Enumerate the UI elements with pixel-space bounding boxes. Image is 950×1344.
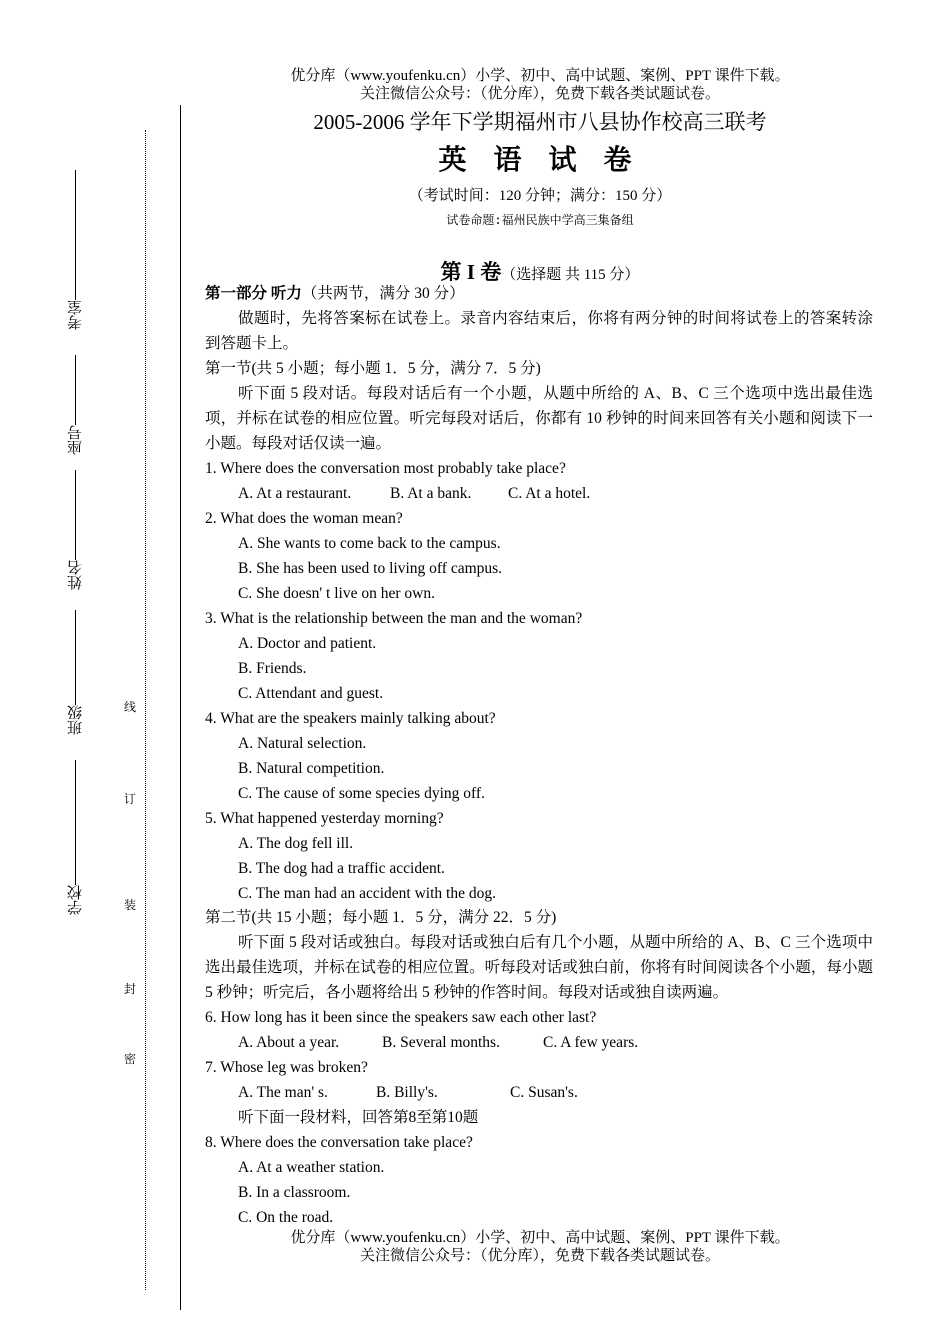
- volume-subtitle: （选择题 共 115 分）: [501, 267, 640, 283]
- part1-heading-note: （共两节，满分 30 分）: [301, 285, 465, 302]
- seat-no-label: 座号: [68, 425, 84, 455]
- q8-option-a[interactable]: A. At a weather station.: [238, 1159, 385, 1176]
- volume-heading: [0, 256, 950, 286]
- name-field[interactable]: [65, 470, 86, 590]
- q6-option-a[interactable]: A. About a year.: [238, 1034, 340, 1051]
- binding-dotted-line: [145, 130, 146, 1290]
- q5-option-b[interactable]: B. The dog had a traffic accident.: [238, 860, 445, 877]
- q3-option-c[interactable]: C. Attendant and guest.: [238, 685, 384, 702]
- school-field[interactable]: [65, 760, 86, 915]
- q6-option-c[interactable]: C. A few years.: [543, 1034, 639, 1051]
- q8-stem: 8. Where does the conversation take place?: [205, 1134, 473, 1151]
- q2-option-a[interactable]: A. She wants to come back to the campus.: [238, 535, 501, 552]
- watermark-footer-line1: 优分库（www.youfenku.cn）小学、初中、高中试题、案例、PPT 课件下载。: [290, 1230, 790, 1246]
- exam-room-label: 考室: [68, 300, 84, 330]
- q3-option-a[interactable]: A. Doctor and patient.: [238, 635, 377, 652]
- seat-no-field[interactable]: [65, 355, 86, 455]
- binding-char-zhuang: 装: [124, 898, 137, 912]
- school-blank[interactable]: [76, 760, 77, 885]
- school-label: 学校: [68, 885, 84, 915]
- part1-intro: 做题时，先将答案标在试卷上。录音内容结束后，你将有两分钟的时间将试卷上的答案转涂到答题卡上。: [205, 310, 873, 352]
- q2-stem: 2. What does the woman mean?: [205, 510, 403, 527]
- q2-option-c[interactable]: C. She doesn' t live on her own.: [238, 585, 435, 602]
- q2-option-b[interactable]: B. She has been used to living off campus.: [238, 560, 503, 577]
- watermark-footer-line2: 关注微信公众号：（优分库），免费下载各类试题试卷。: [359, 1248, 720, 1264]
- q7-option-b[interactable]: B. Billy's.: [376, 1084, 438, 1101]
- part1-heading-title: 第一部分 听力: [205, 285, 302, 302]
- q5-stem: 5. What happened yesterday morning?: [205, 810, 444, 827]
- binding-char-ding: 订: [124, 792, 137, 806]
- q5-option-c[interactable]: C. The man had an accident with the dog.: [238, 885, 496, 902]
- q1-option-c[interactable]: C. At a hotel.: [508, 485, 591, 502]
- q8-option-b[interactable]: B. In a classroom.: [238, 1184, 351, 1201]
- q1-option-a[interactable]: A. At a restaurant.: [238, 485, 352, 502]
- section1-heading: 第一节(共 5 小题；每小题 1．5 分，满分 7．5 分): [205, 360, 541, 377]
- name-blank[interactable]: [76, 470, 77, 560]
- note-questions-8-10: 听下面一段材料，回答第8至第10题: [238, 1109, 479, 1126]
- seat-no-blank[interactable]: [76, 355, 77, 425]
- volume-title: 第 I 卷: [440, 260, 502, 284]
- q7-option-c[interactable]: C. Susan's.: [510, 1084, 578, 1101]
- watermark-header-line1: 优分库（www.youfenku.cn）小学、初中、高中试题、案例、PPT 课件下载。: [290, 68, 790, 84]
- q3-stem: 3. What is the relationship between the man and the woman?: [205, 610, 583, 627]
- section2-intro: 听下面 5 段对话或独白。每段对话或独白后有几个小题，从题中所给的 A、B、C 三个选项中选出最佳选项，并标在试卷的相应位置。听每段对话或独白前，你将有时间阅读各个小题，每小题 5 秒钟；听完后，各小题将给出 5 秒钟的作答时间。每段对话或独自读两遍。: [205, 934, 873, 1001]
- q5-option-a[interactable]: A. The dog fell ill.: [238, 835, 354, 852]
- q4-option-b[interactable]: B. Natural competition.: [238, 760, 385, 777]
- binding-char-xian: 线: [124, 700, 137, 714]
- exam-setter: 试卷命题:福州民族中学高三集备组: [446, 213, 634, 227]
- subject-title: 英 语 试 卷: [438, 145, 642, 176]
- class-blank[interactable]: [76, 610, 77, 705]
- section2-heading: 第二节(共 15 小题；每小题 1．5 分，满分 22．5 分): [205, 909, 557, 926]
- q4-option-a[interactable]: A. Natural selection.: [238, 735, 367, 752]
- name-label: 姓名: [68, 560, 84, 590]
- part1-heading: [205, 281, 465, 306]
- exam-info: （考试时间：120 分钟；满分：150 分）: [408, 188, 672, 204]
- exam-title: 2005-2006 学年下学期福州市八县协作校高三联考: [313, 110, 767, 134]
- q1-option-b[interactable]: B. At a bank.: [390, 485, 472, 502]
- q1-stem: 1. Where does the conversation most probably take place?: [205, 460, 566, 477]
- binding-char-feng: 封: [124, 982, 137, 996]
- class-label: 班级: [68, 705, 84, 735]
- q4-option-c[interactable]: C. The cause of some species dying off.: [238, 785, 485, 802]
- section1-intro: 听下面 5 段对话。每段对话后有一个小题，从题中所给的 A、B、C 三个选项中选出最佳选项，并标在试卷的相应位置。听完每段对话后，你都有 10 秒钟的时间来回答有关小题和阅读下一小题。每段对话仅读一遍。: [205, 385, 873, 452]
- q8-option-c[interactable]: C. On the road.: [238, 1209, 334, 1226]
- q6-stem: 6. How long has it been since the speakers saw each other last?: [205, 1009, 597, 1026]
- binding-char-mi: 密: [124, 1052, 137, 1066]
- q3-option-b[interactable]: B. Friends.: [238, 660, 307, 677]
- q6-option-b[interactable]: B. Several months.: [382, 1034, 500, 1051]
- q7-stem: 7. Whose leg was broken?: [205, 1059, 368, 1076]
- class-field[interactable]: [65, 610, 86, 735]
- watermark-header-line2: 关注微信公众号：（优分库），免费下载各类试题试卷。: [359, 86, 720, 102]
- q4-stem: 4. What are the speakers mainly talking about?: [205, 710, 496, 727]
- q7-option-a[interactable]: A. The man' s.: [238, 1084, 328, 1101]
